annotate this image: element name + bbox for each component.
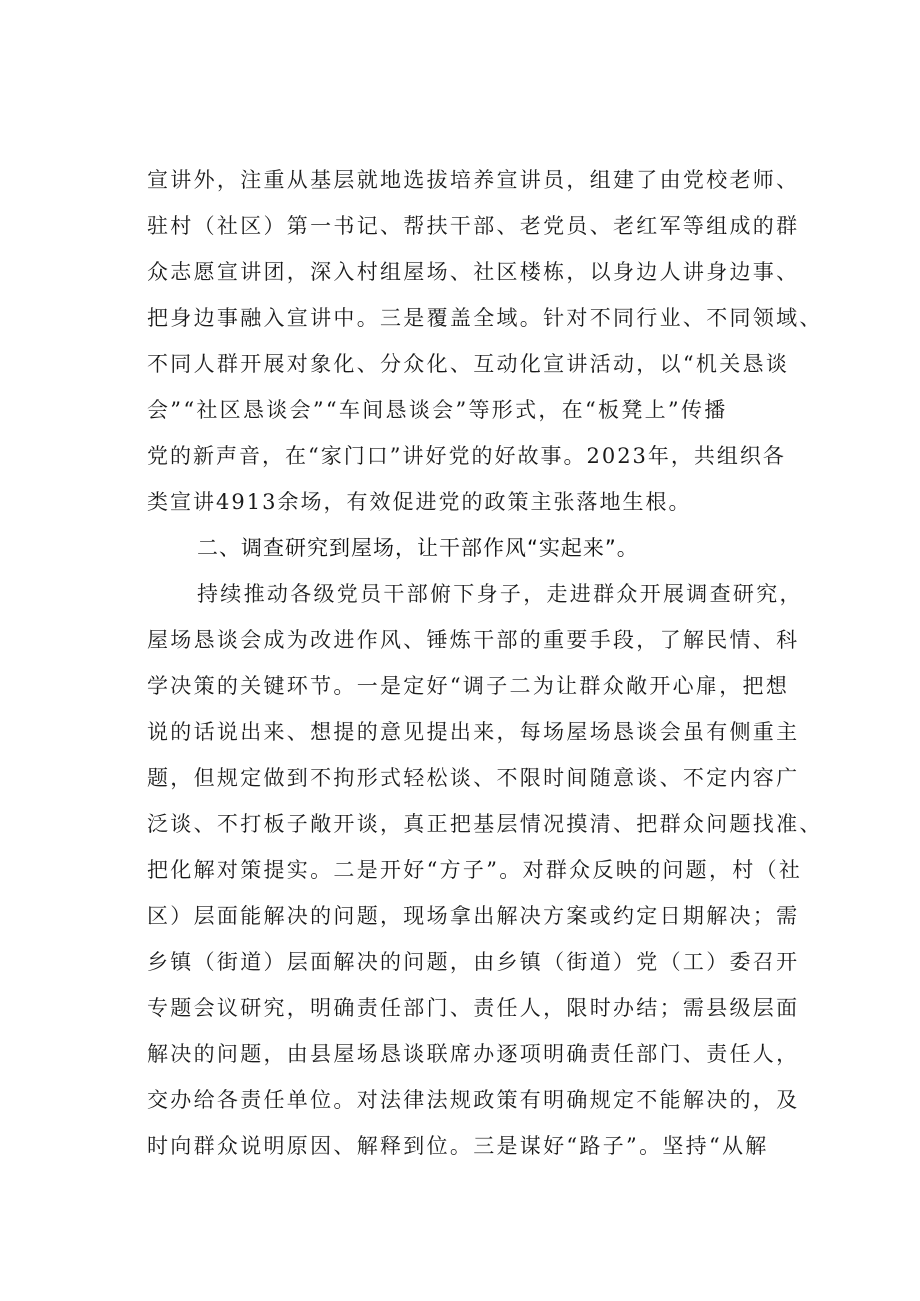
text-line: 区）层面能解决的问题，现场拿出解决方案或约定日期解决；需: [147, 904, 800, 928]
text-line: 泛谈、不打板子敞开谈，真正把基层情况摸清、把群众问题找准、: [147, 812, 823, 836]
text-line: 时向群众说明原因、解释到位。三是谋好“路子”。坚持“从解: [147, 1134, 769, 1158]
text-line: 不同人群开展对象化、分众化、互动化宣讲活动，以“机关恳谈: [147, 352, 790, 376]
text-line: 乡镇（街道）层面解决的问题，由乡镇（街道）党（工）委召开: [147, 950, 800, 974]
text-line: 屋场恳谈会成为改进作风、锤炼干部的重要手段，了解民情、科: [147, 628, 800, 652]
text-line: 专题会议研究，明确责任部门、责任人，限时办结；需县级层面: [147, 996, 800, 1020]
text-line: 说的话说出来、想提的意见提出来，每场屋场恳谈会虽有侧重主: [147, 720, 800, 744]
text-line: 题，但规定做到不拘形式轻松谈、不限时间随意谈、不定内容广: [147, 766, 800, 790]
text-line: 党的新声音，在“家门口”讲好党的好故事。2023年，共组织各: [147, 444, 786, 468]
text-line: 学决策的关键环节。一是定好“调子二为让群众敞开心扉，把想: [147, 674, 790, 698]
text-line: 驻村（社区）第一书记、帮扶干部、老党员、老红军等组成的群: [147, 214, 800, 238]
text-line: 类宣讲4913余场，有效促进党的政策主张落地生根。: [147, 490, 692, 514]
text-line: 持续推动各级党员干部俯下身子，走进群众开展调查研究，: [197, 582, 803, 606]
text-line: 交办给各责任单位。对法律法规政策有明确规定不能解决的，及: [147, 1088, 800, 1112]
text-line: 宣讲外，注重从基层就地选拔培养宣讲员，组建了由党校老师、: [147, 168, 800, 192]
text-line: 解决的问题，由县屋场恳谈联席办逐项明确责任部门、责任人，: [147, 1042, 800, 1066]
text-line: 会”“社区恳谈会”“车间恳谈会”等形式，在“板凳上”传播: [147, 398, 728, 422]
text-line: 众志愿宣讲团，深入村组屋场、社区楼栋，以身边人讲身边事、: [147, 260, 800, 284]
text-line: 把化解对策提实。二是开好“方子”。对群众反映的问题，村（社: [147, 858, 803, 882]
section-heading: 二、调查研究到屋场，让干部作风“实起来”。: [197, 536, 639, 560]
text-line: 把身边事融入宣讲中。三是覆盖全域。针对不同行业、不同领域、: [147, 306, 823, 330]
